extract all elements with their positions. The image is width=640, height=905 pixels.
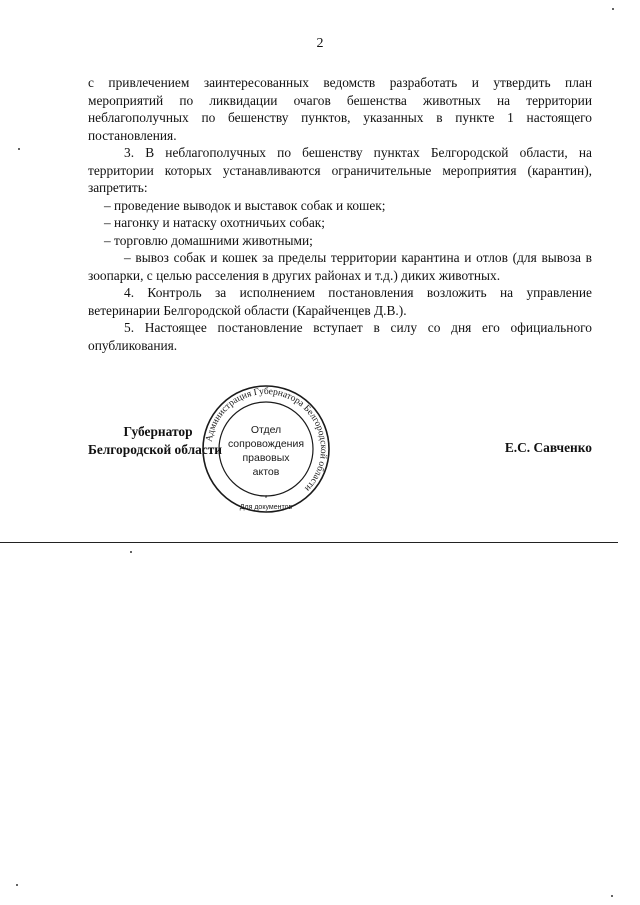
bullet-item: – нагонку и натаску охотничьих собак; bbox=[104, 215, 325, 230]
stamp-inner-line3: правовых bbox=[242, 452, 290, 464]
document-body bbox=[88, 74, 592, 354]
paragraph-item-4: 4. Контроль за исполнением постановления возложить на управление ветеринарии Белгородской области (Карайченцев Д.В.). bbox=[88, 285, 592, 318]
stamp-inner-line1: Отдел bbox=[250, 424, 282, 436]
bullet-item: – торговлю домашними животными; bbox=[104, 232, 313, 248]
paragraph-item-5: 5. Настоящее постановление вступает в силу со дня его официального опубликования. bbox=[88, 320, 592, 353]
paragraph-continuation: с привлечением заинтересованных ведомств разработать и утвердить план мероприятий по ликвидации очагов бешенства животных на территории неблагополучных по бешенству пунктов, указанных в пункте 1 настоящего постановления. bbox=[88, 75, 592, 143]
scan-speck bbox=[612, 8, 614, 10]
stamp-inner-line2: сопровождения bbox=[227, 438, 305, 450]
stamp-inner-line4: актов bbox=[252, 466, 280, 478]
horizontal-rule bbox=[0, 542, 618, 543]
stamp-bottom-text: Для документов bbox=[239, 504, 293, 511]
scan-speck bbox=[130, 551, 132, 553]
signatory-name: Е.С. Савченко bbox=[504, 440, 592, 455]
signature-title-line2: Белгородской области bbox=[88, 441, 223, 457]
signature-title-line1: Губернатор bbox=[123, 424, 193, 439]
scan-speck bbox=[18, 148, 20, 150]
paragraph-item-3: 3. В неблагополучных по бешенству пунктах Белгородской области, на территории которых устанавливаются ограничительные мероприятия (карантин), запретить: bbox=[88, 145, 592, 195]
scan-speck bbox=[16, 884, 18, 886]
scan-speck bbox=[611, 895, 613, 897]
bullet-item-export: – вывоз собак и кошек за пределы территории карантина и отлов (для вывоза в зоопарки, с целью расселения в других районах и т.д.) диких животных. bbox=[88, 250, 592, 283]
official-stamp bbox=[200, 383, 332, 515]
page-number: 2 bbox=[316, 36, 324, 51]
bullet-item: – проведение выводок и выставок собак и кошек; bbox=[104, 197, 386, 213]
stamp-mark: * bbox=[264, 494, 268, 503]
stamp-outer-text: Администрация Губернатора Белгородской области bbox=[204, 386, 329, 494]
